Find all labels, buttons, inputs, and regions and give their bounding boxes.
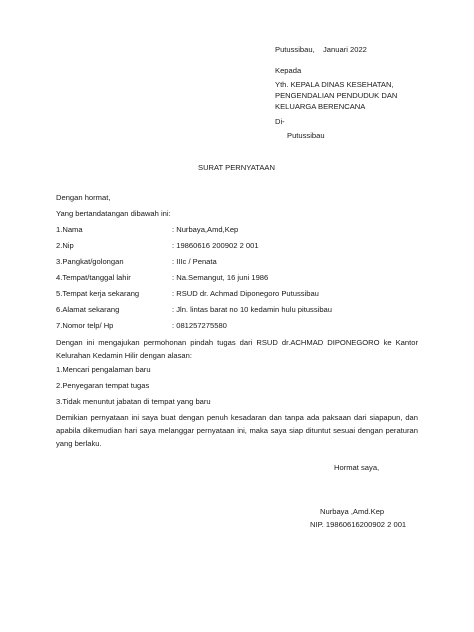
field-value-nip: : 19860616 200902 2 001 (172, 241, 259, 250)
regards-text: Hormat saya, (334, 463, 380, 472)
recipient-line-1: Yth. KEPALA DINAS KESEHATAN, (275, 80, 394, 89)
body-paragraph: Dengan ini mengajukan permohonan pindah tugas dari RSUD dr.ACHMAD DIPONEGORO ke Kantor Kelurahan Kedamin Hilir dengan alasan: (56, 338, 418, 360)
field-label-workplace: 5.Tempat kerja sekarang (56, 289, 140, 298)
field-label-name: 1.Nama (56, 225, 83, 234)
field-label-rank: 3.Pangkat/golongan (56, 257, 124, 266)
field-value-name: : Nurbaya,Amd,Kep (172, 225, 239, 234)
field-label-address: 6.Alamat sekarang (56, 305, 120, 314)
field-label-nip: 2.Nip (56, 241, 74, 250)
reason-item: 2.Penyegaran tempat tugas (56, 381, 150, 390)
reason-item: 1.Mencari pengalaman baru (56, 365, 151, 374)
recipient-line-2: PENGENDALIAN PENDUDUK DAN (275, 91, 398, 100)
signatory-name: Nurbaya ,Amd.Kep (320, 507, 385, 516)
reason-item: 3.Tidak menuntut jabatan di tempat yang baru (56, 397, 211, 406)
field-value-address: : Jln. lintas barat no 10 kedamin hulu pitussibau (172, 305, 332, 314)
di-label: Di- (275, 117, 285, 126)
month-year: Januari 2022 (323, 45, 367, 54)
field-value-rank: : IIIc / Penata (172, 257, 217, 266)
recipient-line-3: KELUARGA BERENCANA (275, 102, 366, 111)
intro-text: Yang bertandatangan dibawah ini: (56, 209, 171, 218)
field-label-birth: 4.Tempat/tanggal lahir (56, 273, 131, 282)
letter-title: SURAT PERNYATAAN (198, 163, 275, 172)
field-value-phone: : 081257275580 (172, 321, 227, 330)
salutation: Dengan hormat, (56, 193, 111, 202)
signatory-nip: NIP. 19860616200902 2 001 (310, 520, 407, 529)
field-value-workplace: : RSUD dr. Achmad Diponegoro Putussibau (172, 289, 319, 298)
field-value-birth: : Na.Semangut, 16 juni 1986 (172, 273, 269, 282)
place-date: Putussibau, (275, 45, 315, 54)
to-label: Kepada (275, 66, 302, 75)
city: Putussibau (287, 131, 325, 140)
field-label-phone: 7.Nomor telp/ Hp (56, 321, 114, 330)
closing-paragraph: Demikian pernyataan ini saya buat dengan penuh kesadaran dan tanpa ada paksaan dari siapapun, dan apabila dikemudian hari saya melanggar pernyataan ini, maka saya siap dituntut sesuai dengan peraturan yang berlaku. (56, 413, 418, 448)
